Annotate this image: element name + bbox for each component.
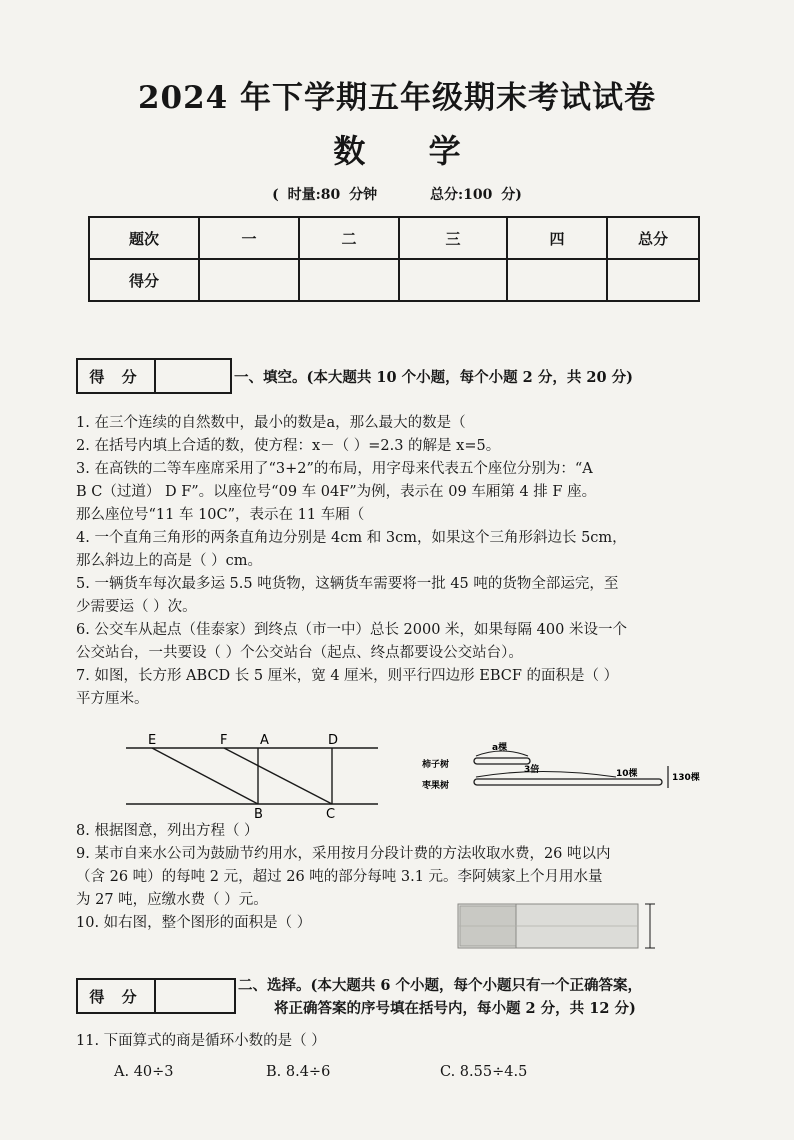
section2-heading bbox=[238, 974, 642, 1020]
score-entry-cell[interactable] bbox=[399, 259, 507, 301]
score-table-cell: 题次 bbox=[89, 217, 199, 259]
score-entry-cell[interactable] bbox=[199, 259, 299, 301]
option-b: B. 8.4÷6 bbox=[266, 1064, 331, 1080]
option-a: A. 40÷3 bbox=[114, 1064, 174, 1080]
section2-heading-line1: 二、选择。(本大题共 6 个小题，每个小题只有一个正确答案， bbox=[238, 977, 643, 994]
section1-score-label: 得 分 bbox=[78, 360, 156, 392]
question-line: 7. 如图，长方形 ABCD 长 5 厘米，宽 4 厘米，则平行四边形 EBCF 的面积是（ ） bbox=[76, 668, 619, 684]
score-table bbox=[88, 216, 700, 302]
row2-label: 枣果树 bbox=[422, 781, 450, 791]
row2-bar bbox=[474, 779, 662, 785]
question-line: 1. 在三个连续的自然数中，最小的数是a，那么最大的数是（ bbox=[76, 415, 466, 431]
score-table-score-row bbox=[89, 259, 699, 301]
subject-title: 数 学 bbox=[333, 132, 487, 170]
figure-q7-parallelogram bbox=[120, 728, 382, 820]
score-entry-cell[interactable] bbox=[299, 259, 399, 301]
question-line: 为 27 吨，应缴水费（ ）元。 bbox=[76, 892, 268, 908]
question-line: 10. 如右图，整个图形的面积是（ ） bbox=[76, 915, 312, 931]
question-line: 6. 公交车从起点（佳泰家）到终点（市一中）总长 2000 米，如果每隔 400 米设一个 bbox=[76, 622, 627, 638]
section2-score-blank[interactable] bbox=[156, 980, 234, 1012]
figure-q10-rectangles bbox=[456, 898, 660, 954]
section1-heading: 一、填空。(本大题共 10 个小题，每个小题 2 分，共 20 分) bbox=[234, 369, 633, 386]
time-limit: ( 时量:80 分钟 bbox=[272, 187, 378, 203]
question-line: 公交站台，一共要设（ ）个公交站台（起点、终点都要设公交站台）。 bbox=[76, 645, 523, 661]
section1-score-blank[interactable] bbox=[156, 360, 230, 392]
score-table-cell: 得分 bbox=[89, 259, 199, 301]
total-score: 总分:100 分) bbox=[430, 187, 522, 203]
label-f: F bbox=[220, 733, 228, 748]
label-b: B bbox=[254, 807, 263, 822]
mid-tag: 3倍 bbox=[524, 765, 540, 775]
question-line: 那么斜边上的高是（ ）cm。 bbox=[76, 553, 262, 569]
section2-heading-line2: 将正确答案的序号填在括号内，每小题 2 分，共 12 分) bbox=[274, 1000, 636, 1017]
section2-score-box bbox=[76, 978, 236, 1014]
exam-title: 2024 年下学期五年级期末考试试卷 bbox=[137, 80, 657, 116]
question-11 bbox=[76, 1030, 726, 1053]
question-line: 2. 在括号内填上合适的数，使方程：x－（ ）=2.3 的解是 x=5。 bbox=[76, 438, 501, 454]
section1-score-box bbox=[76, 358, 232, 394]
more-tag: 10棵 bbox=[616, 769, 638, 779]
score-table-cell: 一 bbox=[199, 217, 299, 259]
score-table-cell: 总分 bbox=[607, 217, 699, 259]
section1-questions bbox=[76, 412, 726, 711]
question-line: 平方厘米。 bbox=[76, 691, 149, 707]
label-e: E bbox=[148, 733, 157, 748]
label-a: A bbox=[260, 733, 269, 748]
question-line: 11. 下面算式的商是循环小数的是（ ） bbox=[76, 1033, 326, 1049]
question-line: B C（过道） D F”。以座位号“09 车 04F”为例，表示在 09 车厢第 4 排 F 座。 bbox=[76, 484, 597, 500]
question-line: 3. 在高铁的二等车座席采用了“3+2”的布局，用字母来代表五个座位分别为：“A bbox=[76, 461, 593, 477]
top-tag: a棵 bbox=[492, 743, 508, 753]
question-line: 4. 一个直角三角形的两条直角边分别是 4cm 和 3cm，如果这个三角形斜边长 5cm， bbox=[76, 530, 627, 546]
total-tag: 130棵 bbox=[672, 773, 700, 783]
score-table-header-row bbox=[89, 217, 699, 259]
score-table-cell: 二 bbox=[299, 217, 399, 259]
question-line: 9. 某市自来水公司为鼓励节约用水，采用按月分段计费的方法收取水费，26 吨以内 bbox=[76, 846, 611, 862]
score-table-cell: 四 bbox=[507, 217, 607, 259]
question-line: （含 26 吨）的每吨 2 元，超过 26 吨的部分每吨 3.1 元。李阿姨家上个月用水量 bbox=[76, 869, 603, 885]
row1-label: 柿子树 bbox=[422, 760, 450, 770]
score-table-cell: 三 bbox=[399, 217, 507, 259]
label-c: C bbox=[326, 807, 336, 822]
row1-bar bbox=[474, 758, 530, 764]
score-entry-cell[interactable] bbox=[507, 259, 607, 301]
figure-q8-segment-diagram bbox=[420, 738, 700, 796]
section2-score-label: 得 分 bbox=[78, 980, 156, 1012]
exam-meta bbox=[0, 184, 794, 204]
label-d: D bbox=[328, 733, 339, 748]
question-line: 那么座位号“11 车 10C”，表示在 11 车厢（ bbox=[76, 507, 365, 523]
option-c: C. 8.55÷4.5 bbox=[440, 1064, 528, 1080]
question-line: 少需要运（ ）次。 bbox=[76, 599, 197, 615]
score-entry-cell[interactable] bbox=[607, 259, 699, 301]
question-line: 8. 根据图意，列出方程（ ） bbox=[76, 823, 259, 839]
question-line: 5. 一辆货车每次最多运 5.5 吨货物，这辆货车需要将一批 45 吨的货物全部运完，至 bbox=[76, 576, 619, 592]
